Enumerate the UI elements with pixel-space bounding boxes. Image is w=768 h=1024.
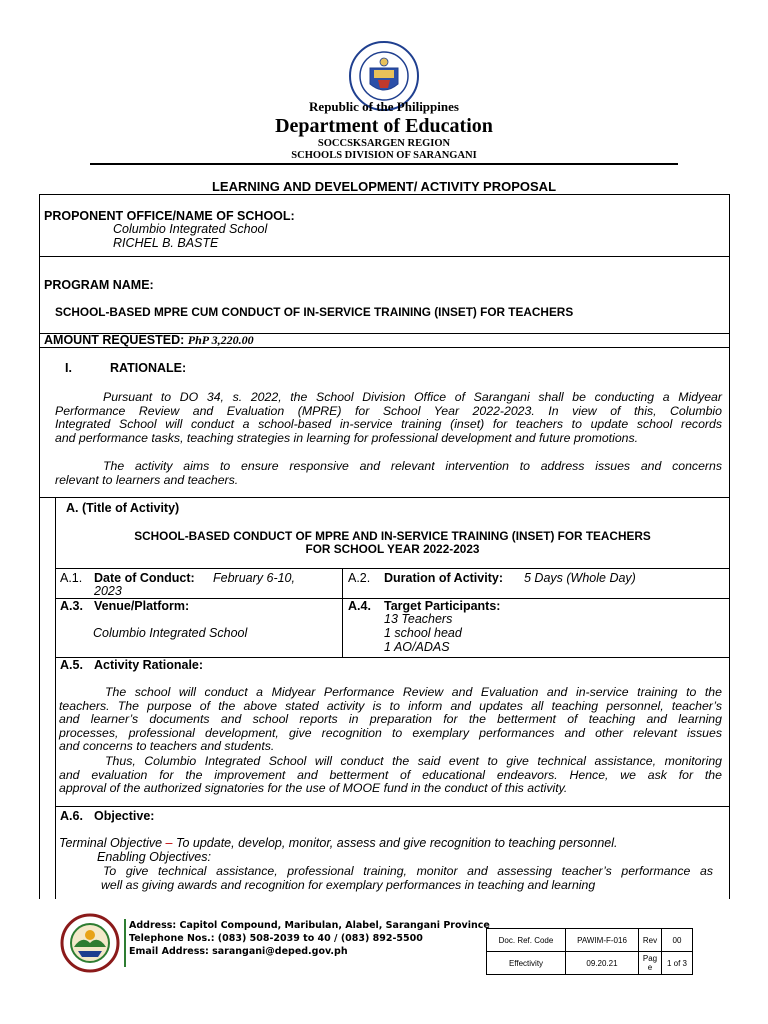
header-department: Department of Education [275,115,493,137]
proponent-label: PROPONENT OFFICE/NAME OF SCHOOL: [44,209,295,223]
a4-participant-teachers: 13 Teachers [384,612,453,626]
division-logo-icon [60,913,120,973]
effectivity-label: Effectivity [487,952,566,975]
text-line: Thus, Columbio Integrated School will conduct the said event to give technical assistance, monitoring [105,754,722,768]
rev-label: Rev [639,929,662,952]
a5-paragraph-2 [59,755,722,796]
section-a-label: A. (Title of Activity) [66,501,180,515]
a4-label: Target Participants: [384,599,501,613]
page-value: 1 of 3 [662,952,693,975]
text-line: Pursuant to DO 34, s. 2022, the School Division Office of Sarangani shall be conducting a Midyear [103,390,722,404]
enabling-objectives-text [103,865,713,892]
header-region: SOCCSKSARGEN REGION [317,138,451,149]
proponent-school: Columbio Integrated School [113,222,268,236]
text-line: and evaluation for the improvement and betterment of educational endeavors. Hence, we ask for the [59,767,722,782]
a1-value: February 6-10, [213,571,295,585]
a2-label: Duration of Activity: [384,571,503,585]
program-value: SCHOOL-BASED MPRE CUM CONDUCT OF IN-SERVICE TRAINING (INSET) FOR TEACHERS [55,305,574,319]
terminal-objective-dash: – [165,836,173,850]
footer-email: Email Address: sarangani@deped.gov.ph [129,946,348,957]
a3-label: Venue/Platform: [94,599,190,613]
footer-divider [124,919,126,967]
footer-address: Address: Capitol Compound, Maribulan, Alabel, Sarangani Province [129,920,490,931]
effectivity-value: 09.20.21 [566,952,639,975]
text-line: The school will conduct a Midyear Performance Review and Evaluation and in-service training to the [105,685,722,699]
rationale-paragraph-2 [55,460,722,487]
document-reference-table [486,928,693,975]
rationale-paragraph-1 [55,391,722,445]
a2-number: A.2. [348,571,371,585]
text-line: teachers. The purpose of the above stated activity is to inform and updates all teaching personnel, teacher’s [59,698,722,713]
text-line: To give technical assistance, professional training, monitor and assessing teacher’s performance as [103,864,713,878]
a4-number: A.4. [348,599,371,613]
a4-participant-ao: 1 AO/ADAS [384,640,450,654]
column-divider [342,568,343,657]
doc-ref-label: Doc. Ref. Code [487,929,566,952]
divider [39,497,730,498]
a1-value-year: 2023 [94,584,122,598]
text-line: and performance tasks, teaching strategies in learning for professional development and future promotions. [55,430,639,445]
header-rule [90,163,678,165]
proponent-name: RICHEL B. BASTE [113,236,219,250]
a3-number: A.3. [60,599,83,613]
text-line: Performance Review and Evaluation (MPRE) for School Year 2022-2023. In view of this, Columbio [55,403,722,418]
terminal-objective-text: To update, develop, monitor, assess and give recognition to teaching personnel. [175,836,618,850]
amount-label: AMOUNT REQUESTED: [44,333,185,347]
rationale-number: I. [65,361,72,375]
amount-row [44,334,254,348]
text-line: well as giving awards and recognition for exemplary performances in teaching and learning [101,877,596,892]
a6-number: A.6. [60,809,83,823]
a1-number: A.1. [60,571,83,585]
footer-phone: Telephone Nos.: (083) 508-2039 to 40 / (083) 892-5500 [129,933,423,944]
header-republic: Republic of the Philippines [309,99,459,114]
doc-ref-value: PAWIM-F-016 [566,929,639,952]
text-line: and concerns to teachers and students. [59,739,275,754]
text-line: approval of the authorized signatories for the use of MOOE fund in the conduct of this activity. [59,781,568,796]
text-line: Integrated School will conduct a school-based in-service training (inset) for teachers to update school records [55,417,722,432]
divider [55,568,730,569]
divider [39,256,730,257]
text-line: relevant to learners and teachers. [55,472,239,487]
a4-participant-school-head: 1 school head [384,626,462,640]
header-division: SCHOOLS DIVISION OF SARANGANI [291,150,477,161]
text-line: processes, professional development, give recognition to exemplary performances and other relevant issues [59,725,722,740]
terminal-objective [59,837,617,851]
a5-label: Activity Rationale: [94,658,204,672]
terminal-objective-label: Terminal Objective [59,836,163,850]
activity-title-line-2: FOR SCHOOL YEAR 2022-2023 [305,542,480,556]
division-logo [60,913,120,973]
doc-title: LEARNING AND DEVELOPMENT/ ACTIVITY PROPOSAL [211,179,557,194]
a5-paragraph-1 [59,686,722,754]
a6-label: Objective: [94,809,155,823]
a3-value: Columbio Integrated School [93,626,248,640]
text-line: and learner’s documents and school reports in preparation for the betterment of teaching and learning [59,712,722,727]
a5-number: A.5. [60,658,83,672]
section-indent-line [55,497,56,899]
rationale-label: RATIONALE: [110,361,187,375]
enabling-objectives-label: Enabling Objectives: [97,850,211,864]
amount-value: PhP 3,220.00 [187,333,254,347]
a1-label: Date of Conduct: [94,571,195,585]
activity-title-line-1: SCHOOL-BASED CONDUCT OF MPRE AND IN-SERVICE TRAINING (INSET) FOR TEACHERS [134,529,651,543]
a2-value: 5 Days (Whole Day) [524,571,636,585]
text-line: The activity aims to ensure responsive and relevant intervention to address issues and concerns [103,459,722,473]
rev-value: 00 [662,929,693,952]
program-label: PROGRAM NAME: [44,278,154,292]
divider [55,806,730,807]
page-label: Page [639,952,662,975]
